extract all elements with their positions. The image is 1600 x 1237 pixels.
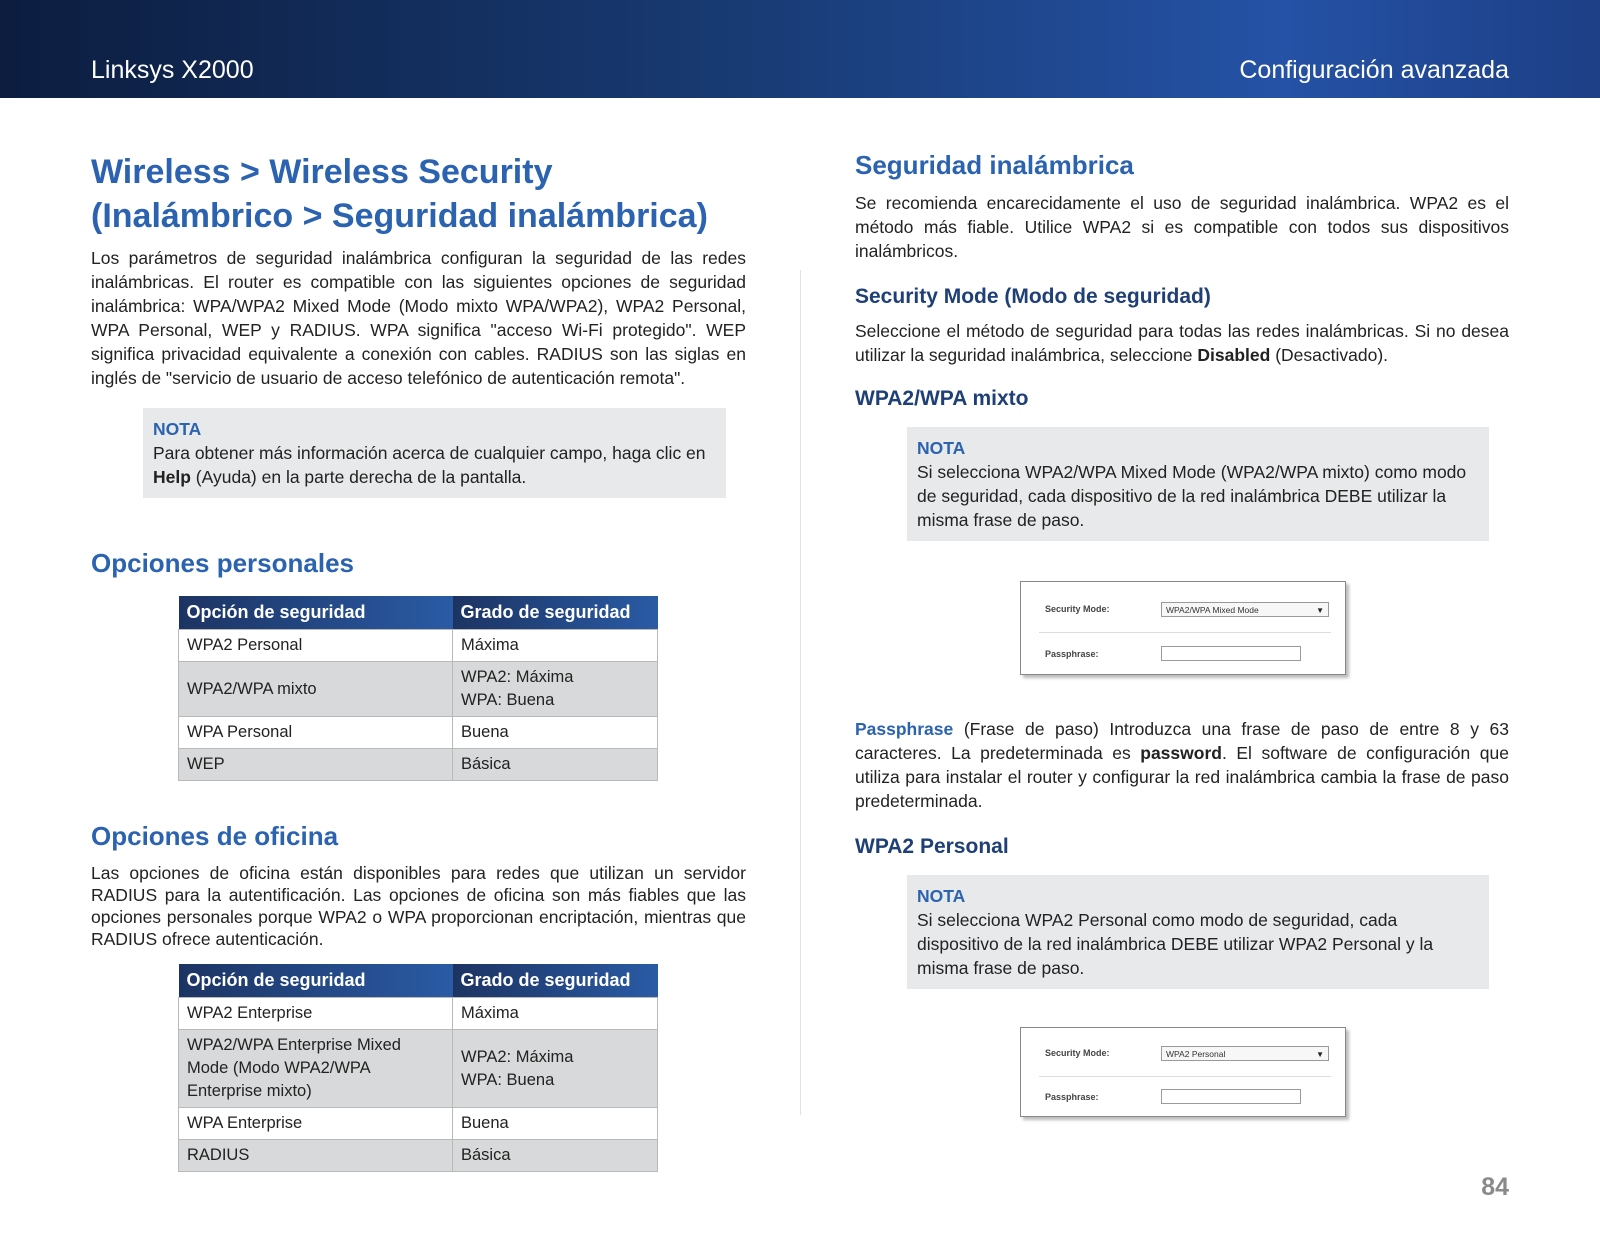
table-row [179,1140,658,1172]
table-row [179,1030,658,1108]
grade-cell: Básica [453,749,658,781]
table-row [179,749,658,781]
screenshot-wpa2-personal [1020,1027,1346,1117]
page-number: 84 [1481,1173,1509,1201]
passphrase-paragraph: Passphrase (Frase de paso) Introduzca una frase de paso de entre 8 y 63 caracteres. La predeterminada es password. El software de configuración que utiliza para instalar el router y configurar la red inalámbrica cambia la frase de paso predeterminada. [855,719,1509,811]
office-options-heading: Opciones de oficina [91,821,339,851]
passphrase-input[interactable] [1161,1089,1301,1104]
note-text: Si selecciona WPA2/WPA Mixed Mode (WPA2/WPA mixto) como modo de seguridad, cada dispositivo de la red inalámbrica DEBE utilizar la misma frase de paso. [917,462,1467,530]
security-mode-select[interactable]: WPA2 Personal ▼ [1161,1046,1329,1061]
column-header-grade: Grado de seguridad [453,964,658,998]
personal-options-table [178,596,658,781]
grade-cell: Máxima [453,998,658,1030]
option-cell: WPA2/WPA Enterprise Mixed Mode (Modo WPA2/WPA Enterprise mixto) [179,1030,453,1108]
right-column [855,150,1509,1117]
personal-options-heading: Opciones personales [91,548,354,578]
option-cell: WPA2/WPA mixto [179,662,453,717]
grade-cell: Máxima [453,630,658,662]
column-divider [800,270,801,1115]
table-row [179,717,658,749]
page-header [0,0,1600,98]
section-name: Configuración avanzada [1239,56,1509,84]
option-cell: WPA2 Enterprise [179,998,453,1030]
screenshot-mixed-mode [1020,581,1346,675]
option-cell: WEP [179,749,453,781]
table-header-row [179,964,658,998]
chevron-down-icon: ▼ [1316,1050,1324,1059]
column-header-option: Opción de seguridad [179,596,453,630]
note-title: NOTA [153,419,202,439]
note-text: Para obtener más información acerca de cualquier campo, haga clic en Help (Ayuda) en la parte derecha de la pantalla. [153,443,706,487]
security-mode-label: Security Mode: [1045,604,1110,614]
page-title-line1: Wireless > Wireless Security [91,153,553,191]
wpa2-personal-heading: WPA2 Personal [855,835,1009,858]
note-text: Si selecciona WPA2 Personal como modo de seguridad, cada dispositivo de la red inalámbrica DEBE utilizar WPA2 Personal y la misma frase de paso. [917,910,1434,978]
table-row [179,998,658,1030]
passphrase-label: Passphrase: [1045,1092,1099,1102]
passphrase-label: Passphrase: [1045,649,1099,659]
grade-cell: WPA2: Máxima WPA: Buena [453,662,658,717]
page-title-line2: (Inalámbrico > Seguridad inalámbrica) [91,197,708,235]
security-mode-paragraph: Seleccione el método de seguridad para todas las redes inalámbricas. Si no desea utilizar la seguridad inalámbrica, seleccione Disabled (Desactivado). [855,321,1509,365]
grade-cell: Básica [453,1140,658,1172]
passphrase-term: Passphrase [855,719,954,739]
wireless-security-heading: Seguridad inalámbrica [855,150,1134,180]
column-header-option: Opción de seguridad [179,964,453,998]
chevron-down-icon: ▼ [1316,606,1324,615]
divider [1039,1076,1331,1077]
password-term: password [1140,743,1222,763]
product-name: Linksys X2000 [91,56,254,84]
security-mode-heading: Security Mode (Modo de seguridad) [855,285,1211,308]
grade-cell: Buena [453,1108,658,1140]
table-row [179,1108,658,1140]
disabled-term: Disabled [1197,345,1271,365]
office-options-paragraph: Las opciones de oficina están disponibles para redes que utilizan un servidor RADIUS para la autentificación. Las opciones de oficina son más fiables que las opciones personales porque WPA2 o WPA proporcionan encriptación, mientras que RADIUS ofrece autenticación. [91,863,746,949]
table-row [179,630,658,662]
note-title: NOTA [917,886,966,906]
security-mode-select[interactable]: WPA2/WPA Mixed Mode ▼ [1161,602,1329,617]
wireless-security-paragraph: Se recomienda encarecidamente el uso de seguridad inalámbrica. WPA2 es el método más fiable. Utilice WPA2 si es compatible con todos sus dispositivos inalámbricos. [855,193,1509,261]
office-options-table [178,964,658,1172]
note-box-mixed [907,427,1489,541]
grade-cell: Buena [453,717,658,749]
table-row [179,662,658,717]
note-box-help [143,408,726,498]
option-cell: WPA2 Personal [179,630,453,662]
note-box-personal [907,875,1489,989]
help-term: Help [153,467,191,487]
column-header-grade: Grado de seguridad [453,596,658,630]
table-header-row [179,596,658,630]
grade-cell: WPA2: Máxima WPA: Buena [453,1030,658,1108]
option-cell: WPA Personal [179,717,453,749]
wpa2-wpa-mixed-heading: WPA2/WPA mixto [855,387,1029,410]
intro-paragraph: Los parámetros de seguridad inalámbrica configuran la seguridad de las redes inalámbricas. El router es compatible con las siguientes opciones de seguridad inalámbrica: WPA/WPA2 Mixed Mode (Modo mixto WPA/WPA2), WPA2 Personal, WPA Personal, WEP y RADIUS. WPA significa "acceso Wi-Fi protegido". WEP significa privacidad equivalente a conexión con cables. RADIUS son las siglas en inglés de "servicio de usuario de acceso telefónico de autenticación remota". [91,248,746,388]
divider [1039,632,1331,633]
option-cell: RADIUS [179,1140,453,1172]
left-column [91,150,746,1172]
passphrase-input[interactable] [1161,646,1301,661]
security-mode-label: Security Mode: [1045,1048,1110,1058]
page-title [91,150,746,238]
note-title: NOTA [917,438,966,458]
option-cell: WPA Enterprise [179,1108,453,1140]
